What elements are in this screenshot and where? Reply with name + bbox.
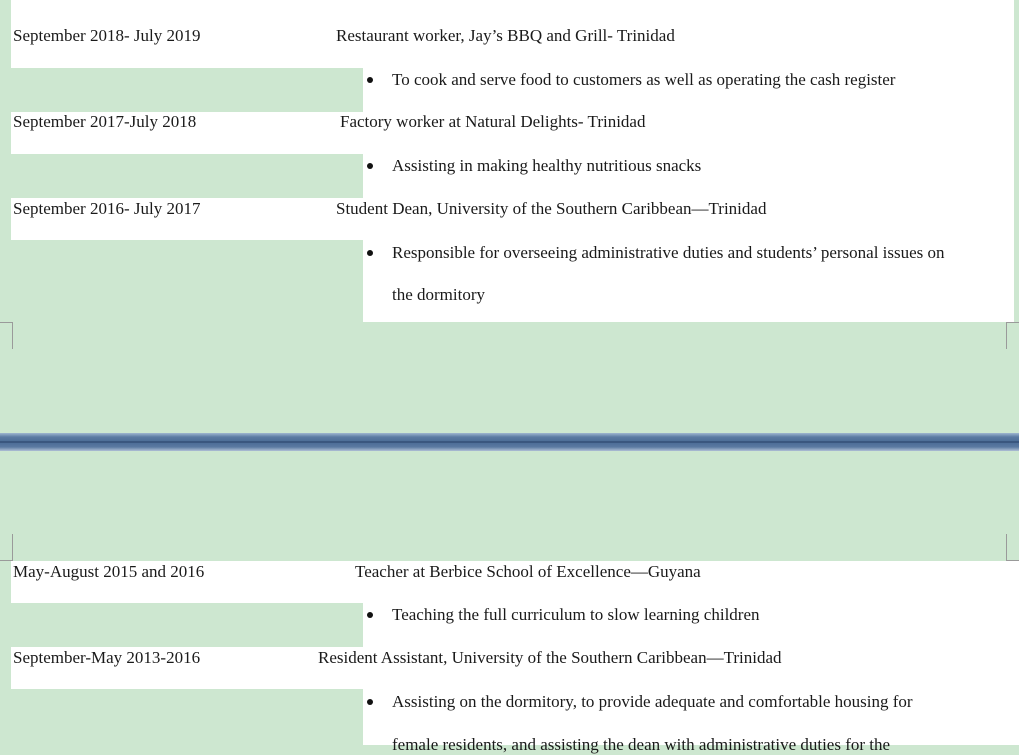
entry-bullet-text[interactable]: To cook and serve food to customers as well as operating the cash register [392, 70, 896, 89]
bullet-icon [367, 699, 373, 705]
entry-date[interactable]: September 2016- July 2017 [13, 199, 201, 218]
entry-bullet-text[interactable]: female residents, and assisting the dean with administrative duties for the [392, 735, 891, 754]
entry-bullet-text[interactable]: Responsible for overseeing administrative duties and students’ personal issues on [392, 243, 945, 262]
bullet-icon [367, 77, 373, 83]
bullet-icon [367, 612, 373, 618]
margin-corner-mark [0, 534, 13, 561]
entry-role[interactable]: Resident Assistant, University of the Southern Caribbean—Trinidad [318, 648, 782, 667]
entry-date[interactable]: September 2017-July 2018 [13, 112, 197, 131]
bullet-icon [367, 163, 373, 169]
entry-bullet-text[interactable]: Teaching the full curriculum to slow learning children [392, 605, 760, 624]
bullet-icon [367, 250, 373, 256]
entry-role[interactable]: Student Dean, University of the Southern Caribbean—Trinidad [336, 199, 767, 218]
entry-bullet-text[interactable]: Assisting on the dormitory, to provide adequate and comfortable housing for [392, 692, 913, 711]
entry-bullet-text[interactable]: the dormitory [392, 285, 486, 304]
entry-role[interactable]: Factory worker at Natural Delights- Trinidad [340, 112, 646, 131]
entry-date[interactable]: September 2018- July 2019 [13, 26, 201, 45]
entry-date[interactable]: May-August 2015 and 2016 [13, 562, 205, 581]
entry-bullet-text[interactable]: Assisting in making healthy nutritious snacks [392, 156, 702, 175]
entry-role[interactable]: Teacher at Berbice School of Excellence—Guyana [355, 562, 701, 581]
entry-date[interactable]: September-May 2013-2016 [13, 648, 201, 667]
page-break-line [0, 441, 1019, 443]
entry-role[interactable]: Restaurant worker, Jay’s BBQ and Grill- Trinidad [336, 26, 675, 45]
margin-corner-mark [0, 322, 13, 349]
margin-corner-mark [1006, 322, 1019, 349]
margin-corner-mark [1006, 534, 1019, 561]
